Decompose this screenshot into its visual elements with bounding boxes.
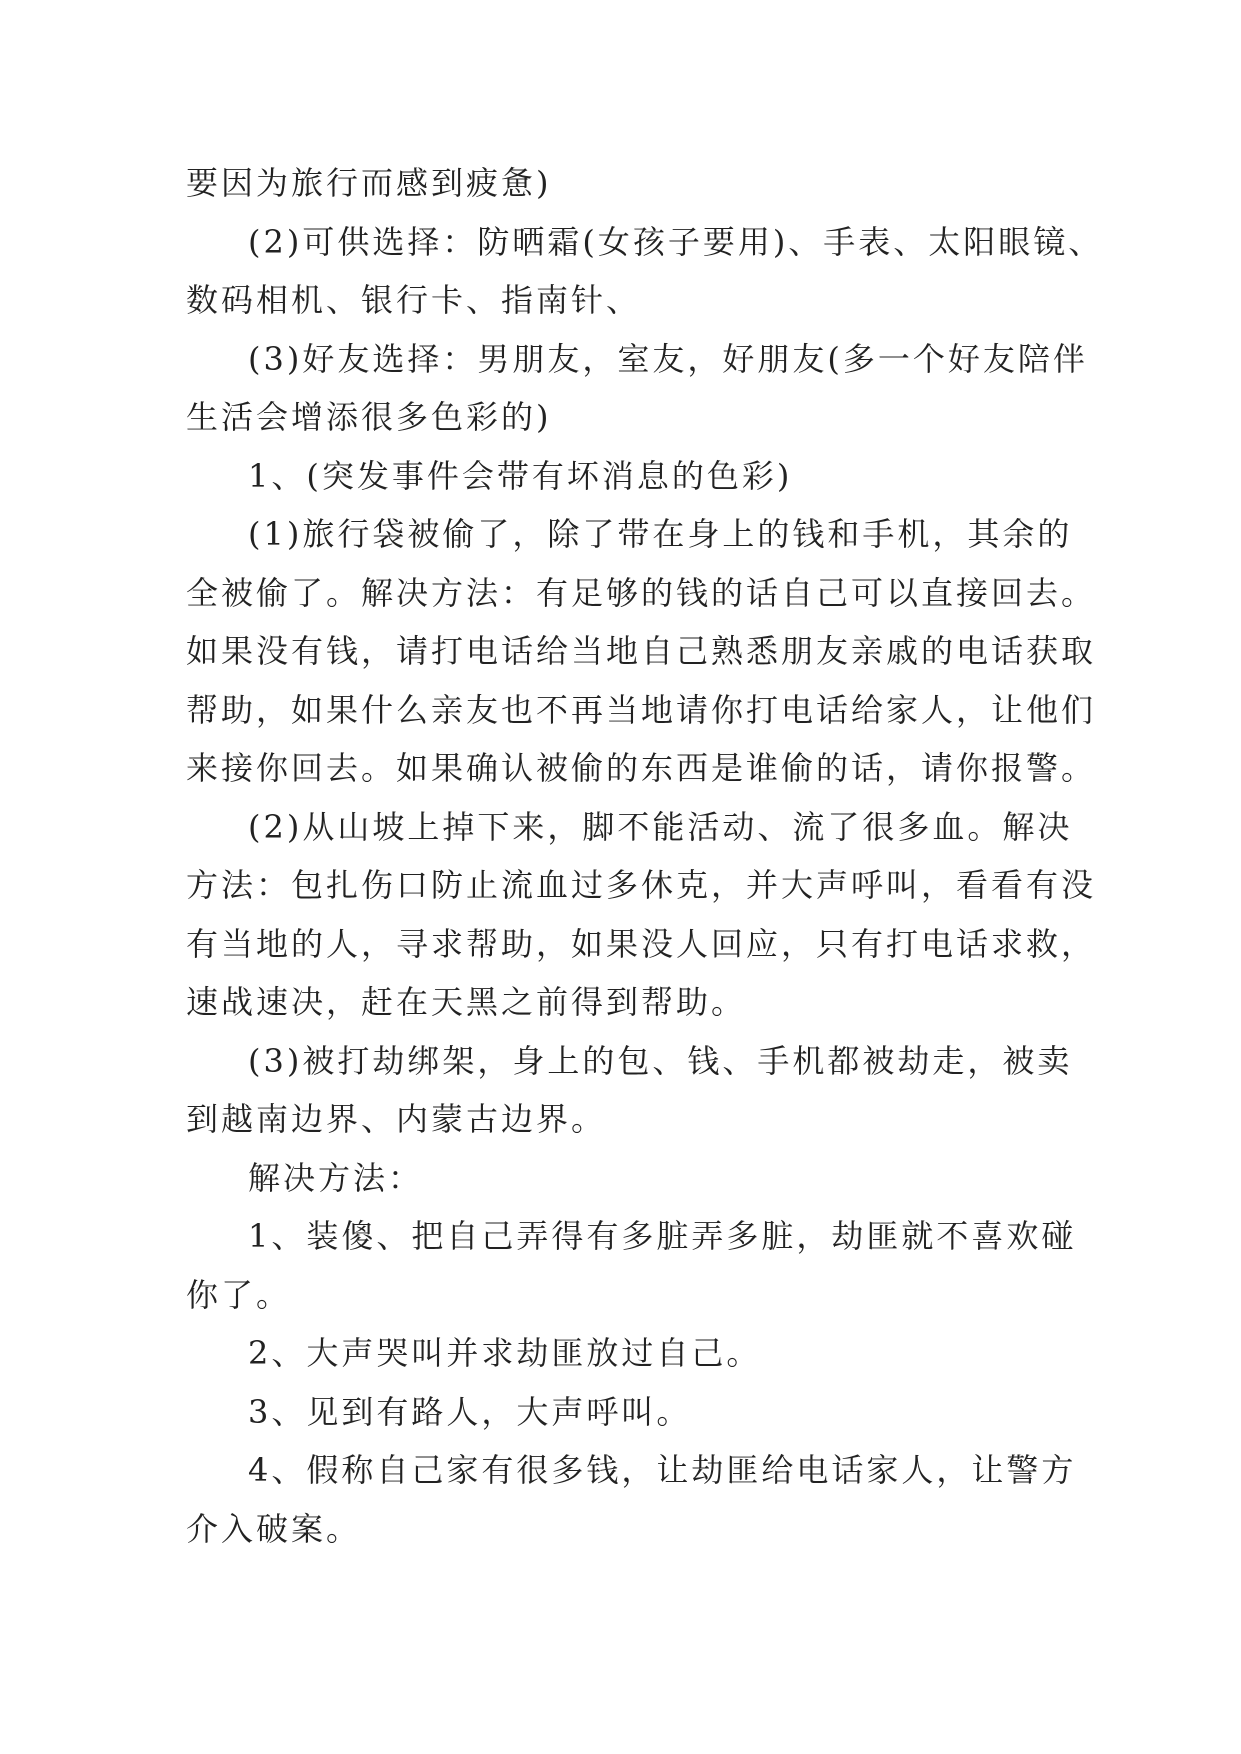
text-line: (2)可供选择：防晒霜(女孩子要用)、手表、太阳眼镜、	[248, 222, 1104, 261]
text-line: 全被偷了。解决方法：有足够的钱的话自己可以直接回去。	[186, 573, 1097, 612]
text-line: (3)被打劫绑架，身上的包、钱、手机都被劫走，被卖	[248, 1041, 1073, 1080]
paragraph-optional-items	[186, 213, 1104, 330]
paragraph-emergency-heading	[186, 447, 1056, 506]
text-line: 4、假称自己家有很多钱，让劫匪给电话家人，让警方	[248, 1451, 1077, 1489]
text-line: 1、(突发事件会带有坏消息的色彩)	[248, 456, 793, 495]
paragraph-solution-3	[186, 1383, 1056, 1442]
text-line: 来接你回去。如果确认被偷的东西是谁偷的话，请你报警。	[186, 749, 1097, 787]
text-line: 你了。	[186, 1275, 292, 1314]
text-line: 生活会增添很多色彩的)	[186, 398, 552, 436]
text-line: (3)好友选择：男朋友，室友，好朋友(多一个好友陪伴	[248, 339, 1088, 378]
text-line: 解决方法：	[248, 1158, 424, 1197]
text-line: 介入破案。	[186, 1509, 362, 1548]
text-line: 数码相机、银行卡、指南针、	[186, 281, 642, 319]
text-line: 如果没有钱，请打电话给当地自己熟悉朋友亲戚的电话获取	[186, 632, 1097, 670]
paragraph-bag-stolen	[186, 505, 1097, 798]
paragraph-solution-heading	[186, 1149, 1056, 1208]
paragraph-kidnapping	[186, 1032, 1073, 1149]
text-line: 要因为旅行而感到疲惫)	[186, 164, 552, 202]
paragraph-fall-injury	[186, 798, 1097, 1032]
document-body	[186, 154, 1104, 1558]
text-line: 3、见到有路人，大声呼叫。	[248, 1392, 692, 1431]
text-line: 到越南边界、内蒙古边界。	[186, 1100, 607, 1138]
paragraph-solution-2	[186, 1324, 1056, 1383]
text-line: 帮助，如果什么亲友也不再当地请你打电话给家人，让他们	[186, 690, 1097, 729]
paragraph-solution-1	[186, 1207, 1077, 1324]
text-line: (2)从山坡上掉下来，脚不能活动、流了很多血。解决	[248, 807, 1073, 846]
text-line: 2、大声哭叫并求劫匪放过自己。	[248, 1334, 762, 1372]
text-line: 有当地的人，寻求帮助，如果没人回应，只有打电话求救，	[186, 924, 1097, 963]
paragraph-1	[186, 154, 1056, 213]
paragraph-solution-4	[186, 1441, 1077, 1558]
paragraph-friend-choice	[186, 330, 1088, 447]
text-line: 速战速决，赶在天黑之前得到帮助。	[186, 983, 747, 1021]
text-line: 1、装傻、把自己弄得有多脏弄多脏，劫匪就不喜欢碰	[248, 1217, 1077, 1255]
text-line: (1)旅行袋被偷了，除了带在身上的钱和手机，其余的	[248, 515, 1073, 553]
text-line: 方法：包扎伤口防止流血过多休克，并大声呼叫，看看有没	[186, 866, 1097, 904]
